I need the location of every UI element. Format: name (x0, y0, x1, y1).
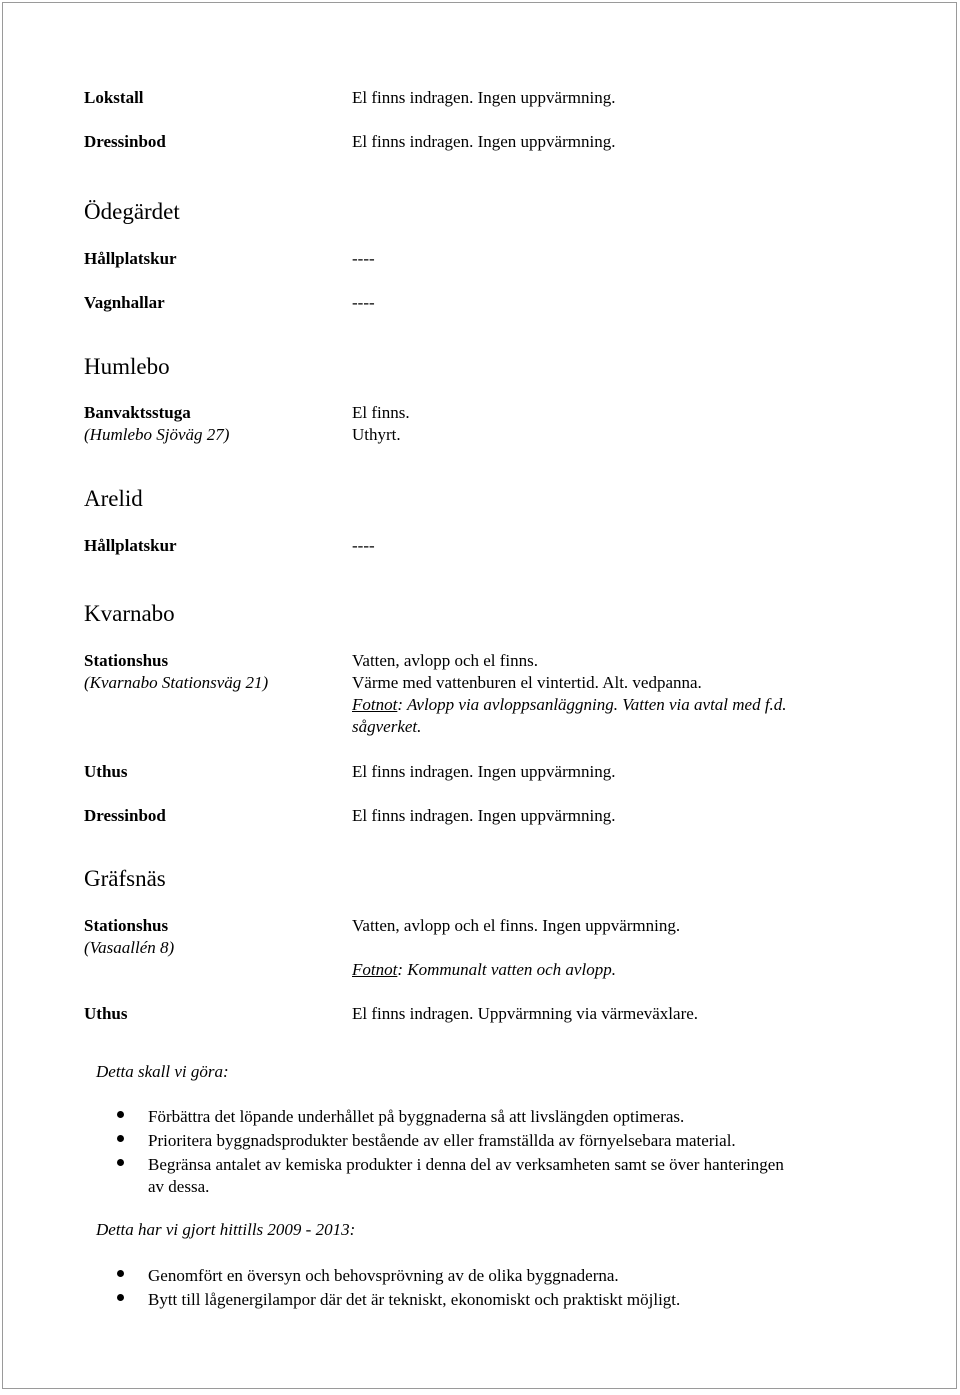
lokstall-label: Lokstall (84, 88, 144, 107)
bullet-icon (117, 1294, 124, 1301)
stationshus-footnote-cont: sågverket. (352, 717, 422, 736)
section-heading-arelid: Arelid (84, 486, 143, 511)
lokstall-text: El finns indragen. Ingen uppvärmning. (352, 88, 616, 107)
stationshus-address: (Vasaallén 8) (84, 938, 175, 957)
banvaktsstuga-label: Banvaktsstuga (84, 403, 191, 422)
stationshus-line1: Vatten, avlopp och el finns. (352, 651, 539, 670)
banvaktsstuga-line1: El finns. (352, 403, 410, 422)
dressinbod-label: Dressinbod (84, 806, 166, 825)
footnote-label: Fotnot (352, 960, 398, 979)
footnote-label: Fotnot (352, 695, 398, 714)
stationshus-line1: Vatten, avlopp och el finns. Ingen uppvärmning. (352, 916, 681, 935)
section-heading-kvarnabo: Kvarnabo (84, 601, 175, 626)
dressinbod-text: El finns indragen. Ingen uppvärmning. (352, 806, 616, 825)
uthus-label: Uthus (84, 1004, 128, 1023)
todo-item-cont: av dessa. (148, 1177, 210, 1196)
uthus-text: El finns indragen. Uppvärmning via värmeväxlare. (352, 1004, 699, 1023)
vagnhallar-label: Vagnhallar (84, 293, 165, 312)
stationshus-line2: Värme med vattenburen el vintertid. Alt. vedpanna. (352, 673, 702, 692)
hallplatskur-text: ---- (352, 249, 375, 268)
section-heading-humlebo: Humlebo (84, 354, 170, 379)
todo-heading: Detta skall vi göra: (96, 1062, 229, 1081)
footnote-text: : Kommunalt vatten och avlopp. (397, 960, 616, 979)
hallplatskur-label: Hållplatskur (84, 536, 177, 555)
bullet-icon (117, 1135, 124, 1142)
uthus-label: Uthus (84, 762, 128, 781)
done-item: Genomfört en översyn och behovsprövning av de olika byggnaderna. (148, 1266, 619, 1285)
stationshus-label: Stationshus (84, 916, 169, 935)
section-heading-grafsnas: Gräfsnäs (84, 866, 166, 891)
banvaktsstuga-address: (Humlebo Sjöväg 27) (84, 425, 230, 444)
stationshus-address: (Kvarnabo Stationsväg 21) (84, 673, 269, 692)
todo-item: Prioritera byggnadsprodukter bestående av eller framställda av förnyelsebara material. (148, 1131, 736, 1150)
document-page (2, 2, 957, 1389)
bullet-icon (117, 1159, 124, 1166)
dressinbod-text: El finns indragen. Ingen uppvärmning. (352, 132, 616, 151)
bullet-icon (117, 1270, 124, 1277)
stationshus-label: Stationshus (84, 651, 169, 670)
bullet-icon (117, 1111, 124, 1118)
stationshus-footnote (352, 694, 787, 716)
todo-item: Förbättra det löpande underhållet på byggnaderna så att livslängden optimeras. (148, 1107, 685, 1126)
hallplatskur-text: ---- (352, 536, 375, 555)
section-heading-odegardet: Ödegärdet (84, 199, 180, 224)
banvaktsstuga-line2: Uthyrt. (352, 425, 401, 444)
todo-item: Begränsa antalet av kemiska produkter i denna del av verksamheten samt se över hanteringen (148, 1155, 784, 1174)
uthus-text: El finns indragen. Ingen uppvärmning. (352, 762, 616, 781)
hallplatskur-label: Hållplatskur (84, 249, 177, 268)
stationshus-footnote (352, 959, 616, 981)
dressinbod-label: Dressinbod (84, 132, 166, 151)
footnote-text: : Avlopp via avloppsanläggning. Vatten via avtal med f.d. (397, 695, 787, 714)
done-item: Bytt till lågenergilampor där det är tekniskt, ekonomiskt och praktiskt möjligt. (148, 1290, 681, 1309)
done-heading: Detta har vi gjort hittills 2009 - 2013: (96, 1220, 356, 1239)
vagnhallar-text: ---- (352, 293, 375, 312)
